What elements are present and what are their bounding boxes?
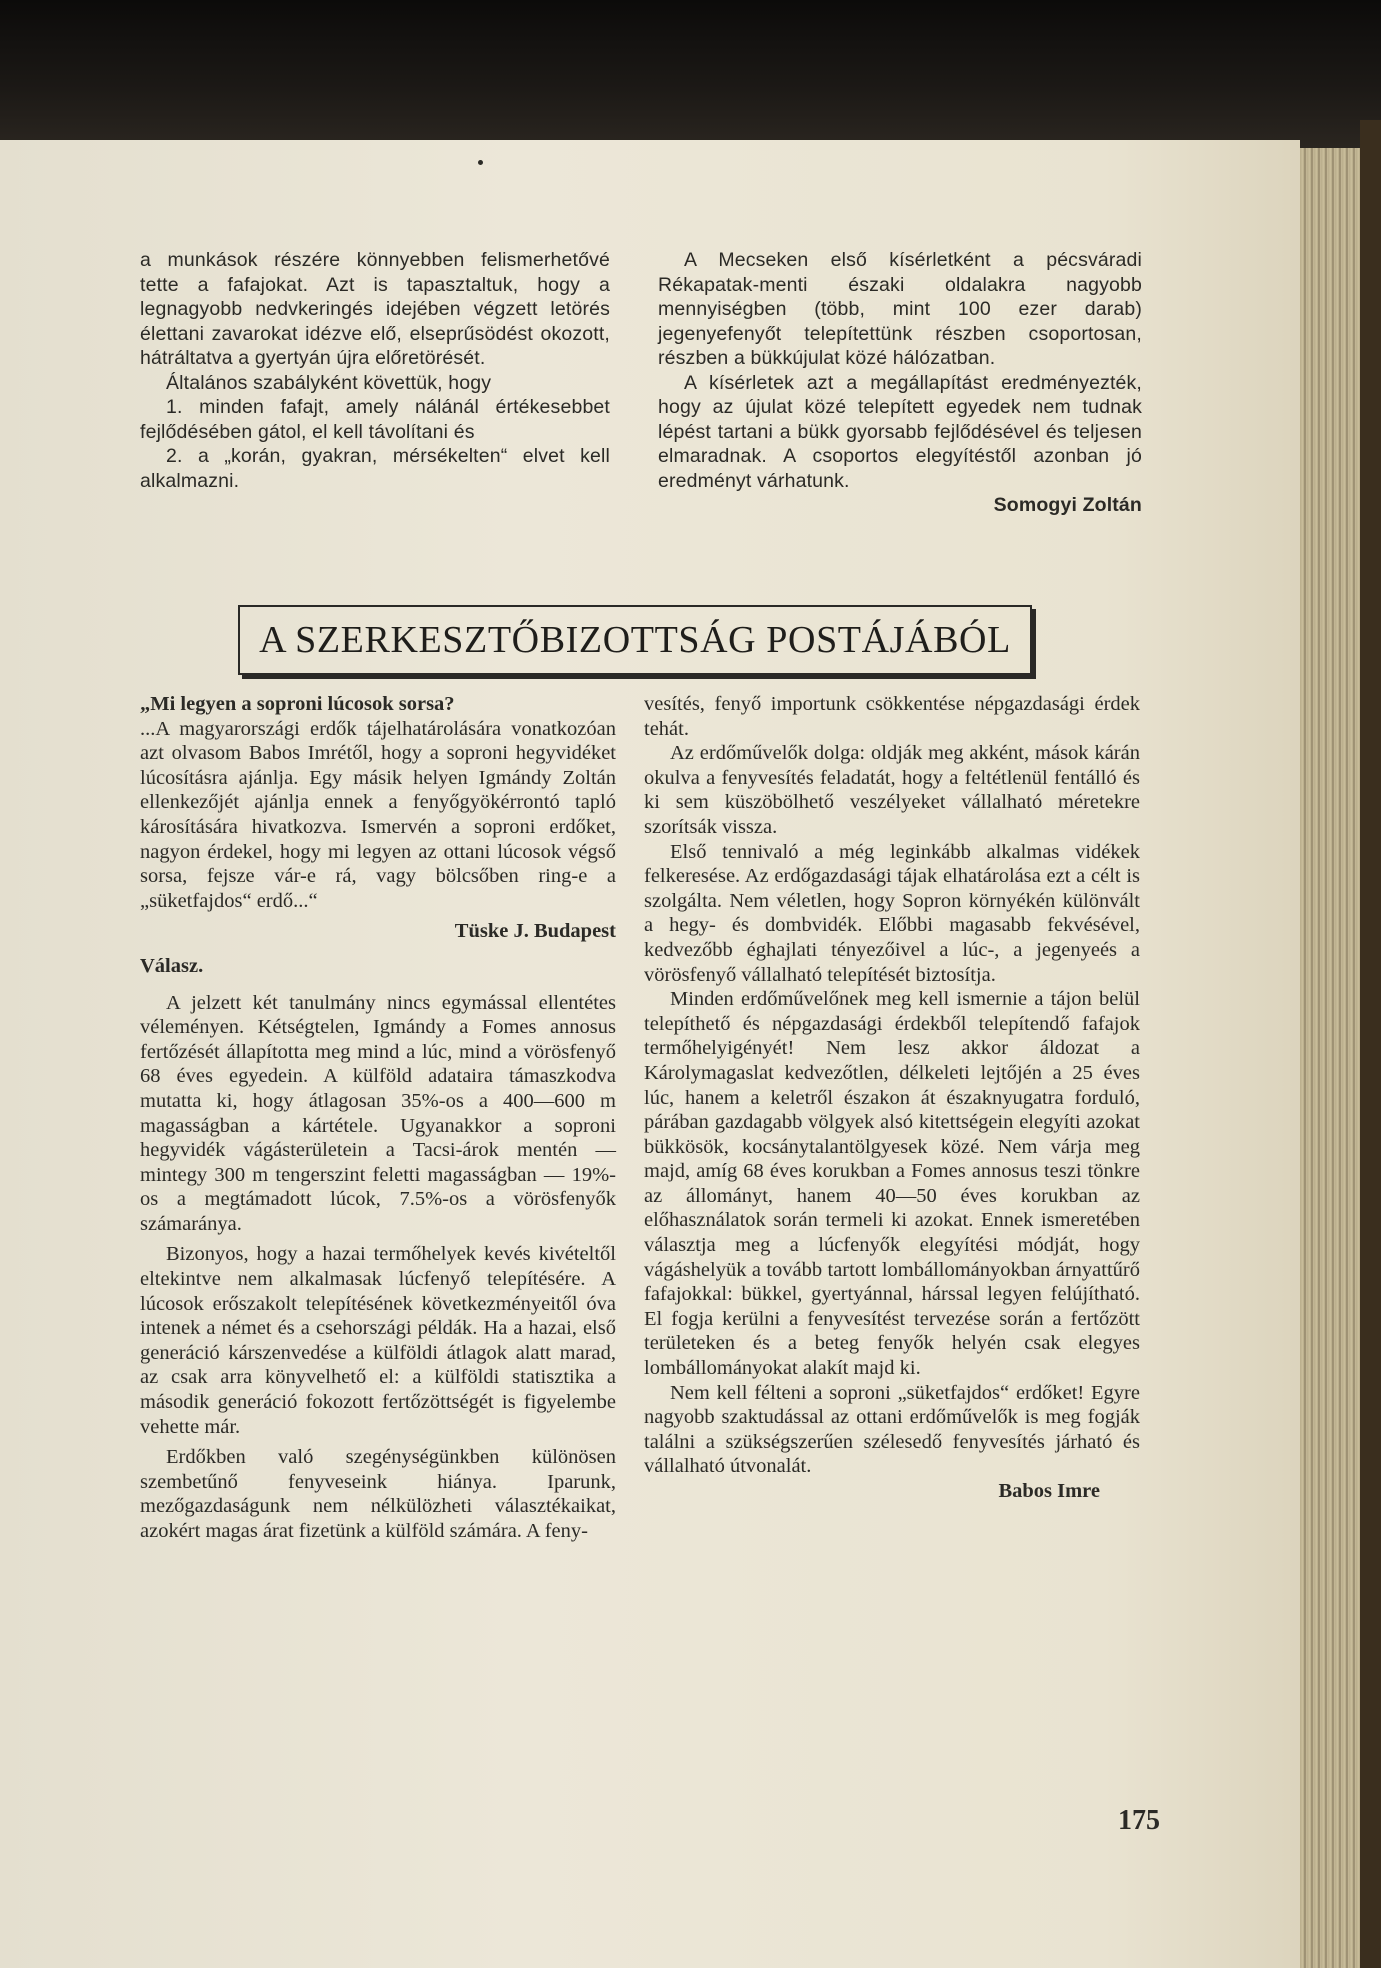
page-edges: [1300, 148, 1360, 1968]
section-header: [238, 605, 1032, 675]
paragraph: Általános szabályként követtük, hogy: [166, 371, 492, 394]
question-title: „Mi legyen a soproni lúcosok sorsa?: [140, 693, 455, 715]
author-signature: Somogyi Zoltán: [993, 494, 1142, 516]
answer-right-column: [644, 692, 1140, 1504]
answer-label: Válasz.: [140, 954, 204, 977]
paragraph: A Mecseken első kísérletként a pécsváradi Rékapatak-menti északi oldalakra nagyobb mennyiségben (több, mint 100 ezer darab) jegenyefenyőt telepítettünk részben csoportosan, részben a bükkújulat közé hálózatban.: [658, 249, 1142, 369]
paragraph: Nem kell félteni a soproni „süketfajdos“ erdőket! Egyre nagyobb szaktudással az ottani erdőművelők is meg fogják találni a szükségszerűen szélesedő fenyvesítés járható és vállalható útvonalát.: [644, 1381, 1140, 1478]
top-left-column: [140, 248, 610, 493]
scan-top-shadow: [0, 0, 1381, 150]
ink-dot: [478, 160, 483, 165]
paragraph: a munkások részére könnyebben felismerhetővé tette a fafajokat. Azt is tapasztaltuk, hogy a legnagyobb nedvkeringés idejében végzett letörés élettani zavarokat idézve elő, elseprűsödést okozott, hátráltatva a gyertyán újra előretörését.: [140, 249, 610, 369]
book-cover-edge: [1360, 120, 1381, 1968]
list-item: 1. minden fafajt, amely nálánál értékesebbet fejlődésében gátol, el kell távolítani és: [140, 396, 610, 443]
paragraph: A jelzett két tanulmány nincs egymással ellentétes véleményen. Kétségtelen, Igmándy a Fomes annosus fertőzését állapította meg mind a lúc, mind a vörösfenyő 68 éves egyedein. A külföld adataira támaszkodva mutatta ki, hogy átlagosan 35%-os a 400—600 m magasságban a kártétele. Ugyanakkor a soproni hegyvidék vágásterületein a Tacsi-árok mentén — mintegy 300 m tengerszint feletti magasságban — 19%-os a megtámadott lúcok, 7.5%-os a vörösfenyők számaránya.: [140, 991, 616, 1235]
question-signature: Tüske J. Budapest: [454, 920, 616, 943]
paragraph: Erdőkben való szegénységünkben különösen szembetűnő fenyveseink hiánya. Iparunk, mezőgazdaságunk nem nélkülözheti választékaikat, azokért magas árat fizetünk a külföld számára. A feny-: [140, 1446, 616, 1542]
question-text: ...A magyarországi erdők tájelhatárolására vonatkozóan azt olvasom Babos Imrétől, hogy a soproni hegyvidéket lúcosításra ajánlja. Egy másik helyen Igmándy Zoltán ellenkezőjét ajánlja ennek a fenyőgyökérrontó tapló károsítására hivatkozva. Ismervén a soproni erdőket, nagyon érdekel, hogy mi legyen az ottani lúcosok végső sorsa, fejsze vár-e rá, vagy bölcsőben ring-e a „süketfajdos“ erdő...“: [140, 717, 616, 912]
paragraph: A kísérletek azt a megállapítást eredményezték, hogy az újulat közé telepített egyedek nem tudnak lépést tartani a bükk gyorsabb fejlődésével és teljesen elmaradnak. A csoportos elegyítéstől azonban jó eredményt várhatunk.: [658, 371, 1142, 492]
page-number: 175: [1118, 1805, 1160, 1836]
answer-signature: Babos Imre: [998, 1480, 1100, 1502]
paragraph: Bizonyos, hogy a hazai termőhelyek kevés kivételtől eltekintve nem alkalmasak lúcfenyő telepítésére. A lúcosok erőszakolt telepítésének következményeitől óva intenek a német és a csehországi példák. Ha a hazai, első generáció kárszenvedése a külföldi átlagok alatt marad, az csak arra könyvelhető el: a külföldi statisztika a második generáció fokozott fertőzöttségét is figyelembe vehette már.: [140, 1243, 616, 1438]
paragraph: Az erdőművelők dolga: oldják meg akként, mások kárán okulva a fenyvesítés feladatát, hogy a feltétlenül fentálló és ki sem küszöbölhető veszélyeket vállalható méretekre szorítsák vissza.: [644, 742, 1140, 838]
question-block: [140, 692, 616, 1544]
paragraph: Első tennivaló a még leginkább alkalmas vidékek felkeresése. Az erdőgazdasági tájak elhatárolása ezt a célt is szolgálta. Nem véletlen, hogy Sopron környékén különvált a hegy- és dombvidék. Előbbi magasabb fekvésével, kedvezőbb éghajlati tényezőivel a lúc-, a jegenyeés a vörösfenyő vállalható telepítését biztosítja.: [644, 840, 1140, 986]
top-right-column: [658, 248, 1142, 518]
section-title: A SZERKESZTŐBIZOTTSÁG POSTÁJÁBÓL: [259, 619, 1011, 661]
paragraph: vesítés, fenyő importunk csökkentése népgazdasági érdek tehát.: [644, 693, 1140, 740]
list-item: 2. a „korán, gyakran, mérsékelten“ elvet kell alkalmazni.: [140, 445, 610, 492]
paragraph: Minden erdőművelőnek meg kell ismernie a tájon belül telepíthető és népgazdasági érdekből telepítendő fafajok termőhelyigényét! Nem lesz akkor áldozat a Károlymagaslat kedvezőtlen, délkeleti lejtőjén a 25 éves lúc, hanem a keletről északon át északnyugatra forduló, párában gazdagabb völgyek alsó kitettségein elegyíti azokat bükkösök, kocsánytalantölgyesek közé. Nem várja meg majd, amíg 68 éves korukban a Fomes annosus teszi tönkre az állományt, hanem 40—50 éves korukban az előhasználatok során termeli ki azokat. Ennek ismeretében választja meg a lúcfenyők elegyítési módját, hogy vágáshelyük a tovább tartott lombállományokban árnyattűrő fafajokkal: bükkel, gyertyánnal, hárssal legyen felújítható. El fogja kerülni a fenyvesítést tervezése során a fertőzött területeken és a beteg fenyők helyén csak elegyes lombállományokat alakít majd ki.: [644, 988, 1140, 1380]
